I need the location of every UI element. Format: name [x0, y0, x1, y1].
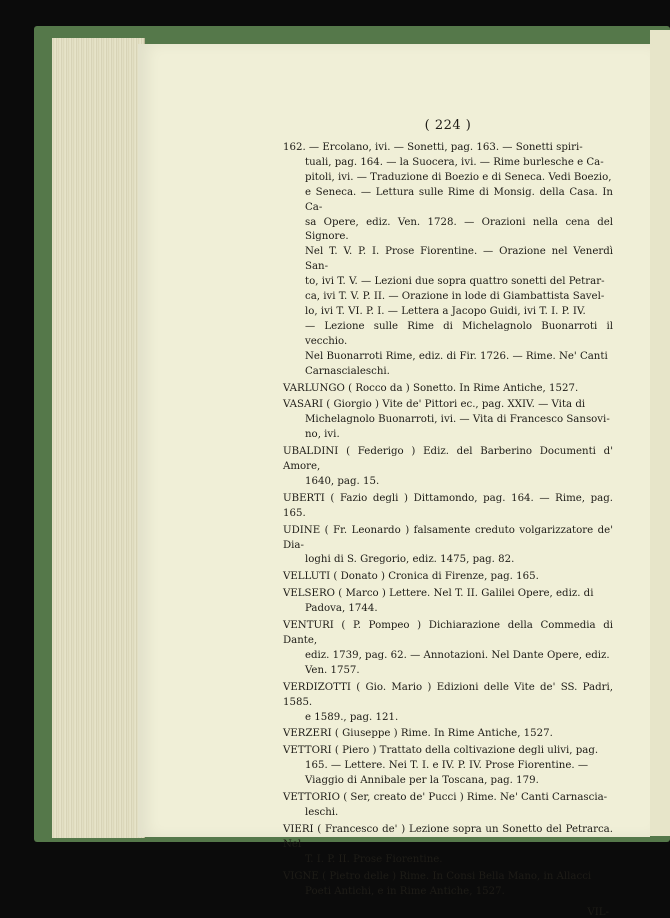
entry-line: Viaggio di Annibale per la Toscana, pag. 179.: [305, 775, 539, 787]
index-entry: [283, 398, 613, 443]
index-entry: [283, 141, 613, 380]
entry-line: e 1589., pag. 121.: [305, 711, 399, 723]
entry-line: Padova, 1744.: [305, 603, 378, 615]
page-edges: [52, 38, 145, 838]
entry-line: VARLUNGO ( Rocco da ) Sonetto. In Rime Antiche, 1527.: [283, 382, 579, 394]
entry-line: — Lezione sulle Rime di Michelagnolo Buonarroti il vecchio.: [305, 320, 613, 347]
index-entry: [283, 619, 613, 679]
entry-line: to, ivi T. V. — Lezioni due sopra quattro sonetti del Petrar-: [305, 276, 605, 288]
entry-line: e Seneca. — Lettura sulle Rime di Monsig. della Casa. In Ca-: [305, 186, 613, 213]
index-entry: [283, 570, 613, 585]
entry-line: VELLUTI ( Donato ) Cronica di Firenze, pag. 165.: [283, 571, 539, 583]
index-entry: [283, 587, 613, 617]
entry-line: loghi di S. Gregorio, ediz. 1475, pag. 82.: [305, 554, 515, 566]
page-text: [283, 118, 613, 918]
entry-list: [283, 141, 613, 899]
entry-line: Ven. 1757.: [305, 664, 360, 676]
index-entry: [283, 382, 613, 397]
entry-line: 165. — Lettere. Nei T. I. e IV. P. IV. Prose Fiorentine. —: [305, 760, 589, 772]
entry-line: Carnascialeschi.: [305, 365, 390, 377]
entry-line: no, ivi.: [305, 429, 340, 441]
entry-line: VERZERI ( Giuseppe ) Rime. In Rime Antiche, 1527.: [283, 728, 553, 740]
entry-line: leschi.: [305, 806, 339, 818]
entry-line: Nel Buonarroti Rime, ediz. di Fir. 1726. — Rime. Ne' Canti: [305, 350, 608, 362]
entry-line: VETTORI ( Piero ) Trattato della coltivazione degli ulivi, pag.: [283, 745, 599, 757]
index-entry: [283, 791, 613, 821]
entry-line: VELSERO ( Marco ) Lettere. Nel T. II. Galilei Opere, ediz. di: [283, 588, 594, 600]
entry-line: 162. — Ercolano, ivi. — Sonetti, pag. 163. — Sonetti spiri-: [283, 142, 583, 153]
index-entry: [283, 445, 613, 490]
entry-line: Nel T. V. P. I. Prose Fiorentine. — Orazione nel Venerdì San-: [305, 246, 613, 273]
entry-line: lo, ivi T. VI. P. I. — Lettera a Jacopo Guidi, ivi T. I. P. IV.: [305, 305, 586, 317]
entry-line: tuali, pag. 164. — la Suocera, ivi. — Rime burlesche e Ca-: [305, 156, 604, 168]
index-entry: [283, 524, 613, 569]
index-entry: [283, 870, 613, 900]
entry-line: 1640, pag. 15.: [305, 475, 380, 487]
index-entry: [283, 727, 613, 742]
entry-line: T. I. P. II. Prose Fiorentine.: [305, 853, 443, 865]
catchword: VIL-: [587, 907, 609, 918]
entry-line: VIERI ( Francesco de' ) Lezione sopra un Sonetto del Petrarca. Nel: [283, 823, 613, 850]
entry-line: pitoli, ivi. — Traduzione di Boezio e di Seneca. Vedi Boezio,: [305, 171, 612, 183]
index-entry: [283, 681, 613, 726]
index-entry: [283, 492, 613, 522]
entry-line: VENTURI ( P. Pompeo ) Dichiarazione della Commedia di Dante,: [283, 620, 613, 646]
entry-line: Michelagnolo Buonarroti, ivi. — Vita di Francesco Sansovi-: [305, 414, 610, 426]
entry-line: ediz. 1739, pag. 62. — Annotazioni. Nel Dante Opere, ediz.: [305, 649, 610, 661]
entry-line: Poeti Antichi, e in Rime Antiche, 1527.: [305, 885, 505, 897]
entry-line: UDINE ( Fr. Leonardo ) falsamente creduto volgarizzatore de' Dia-: [283, 524, 613, 551]
index-entry: [283, 823, 613, 868]
entry-line: UBERTI ( Fazio degli ) Dittamondo, pag. 164. — Rime, pag. 165.: [283, 492, 613, 519]
entry-line: ca, ivi T. V. P. II. — Orazione in lode di Giambattista Savel-: [305, 291, 605, 303]
index-entry: [283, 744, 613, 789]
page-number: ( 224 ): [424, 118, 472, 133]
entry-line: VETTORIO ( Ser, creato de' Pucci ) Rime. Ne' Canti Carnascia-: [283, 792, 608, 804]
facing-page-edge: [650, 30, 670, 836]
entry-line: VASARI ( Giorgio ) Vite de' Pittori ec., pag. XXIV. — Vita di: [283, 399, 586, 411]
entry-line: VERDIZOTTI ( Gio. Mario ) Edizioni delle Vite de' SS. Padri, 1585.: [283, 681, 613, 708]
entry-line: VIGNE ( Pietro delle ) Rime. In Consi Bella Mano, in Allacci: [283, 870, 592, 882]
entry-line: sa Opere, ediz. Ven. 1728. — Orazioni nella cena del Signore.: [305, 216, 613, 243]
entry-line: UBALDINI ( Federigo ) Ediz. del Barberino Documenti d' Amore,: [283, 446, 613, 473]
